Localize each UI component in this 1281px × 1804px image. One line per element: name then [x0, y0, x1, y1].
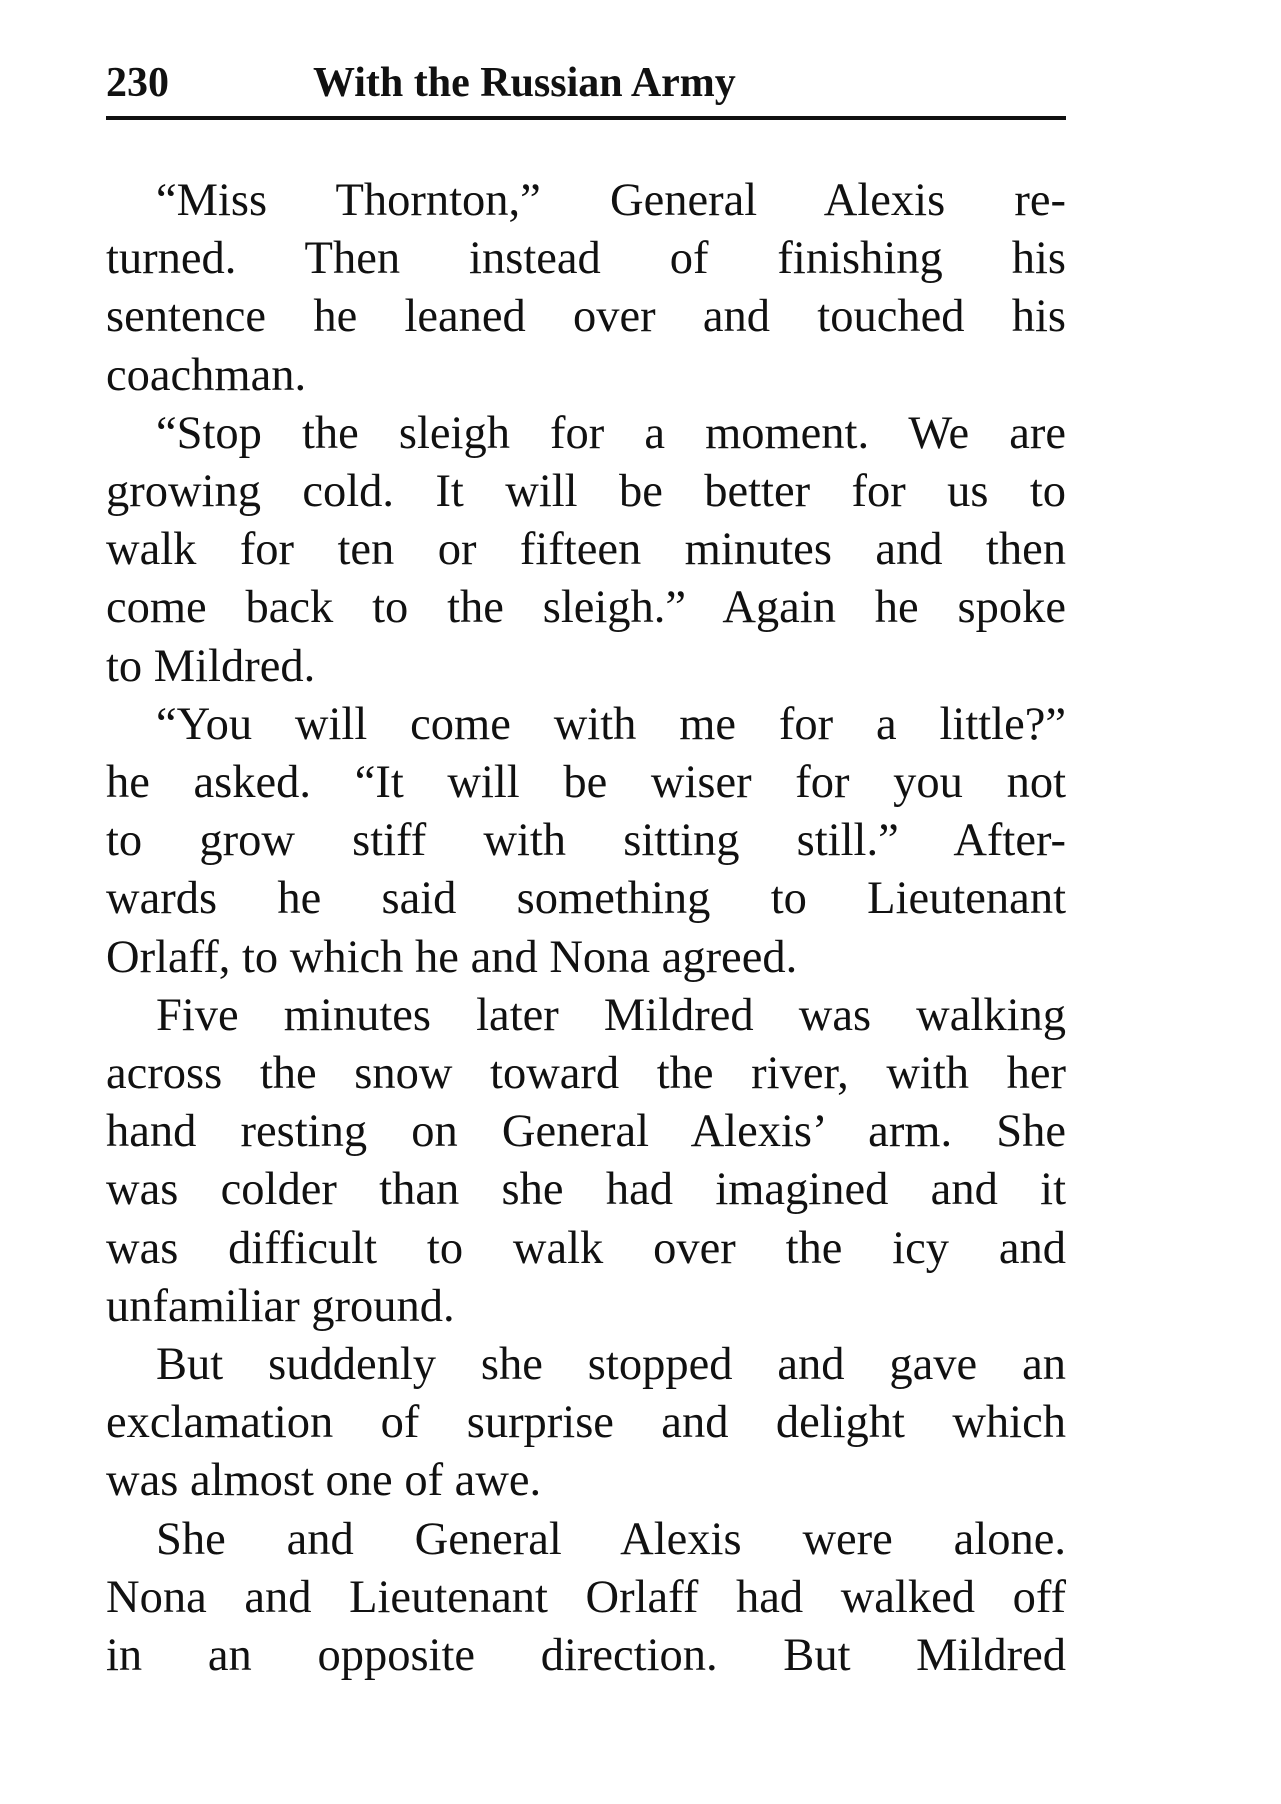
text-line: was almost one of awe.	[106, 1455, 542, 1507]
text-line: he asked. “It will be wiser for you not	[106, 757, 1066, 809]
text-line: was difficult to walk over the icy and	[106, 1222, 1066, 1274]
text-line: unfamiliar ground.	[106, 1280, 455, 1332]
paragraph	[106, 987, 1066, 1336]
text-line: Orlaff, to which he and Nona agreed.	[106, 931, 798, 983]
text-line: in an opposite direction. But Mildred	[106, 1630, 1066, 1682]
text-line: “You will come with me for a little?”	[156, 698, 1066, 750]
paragraph	[106, 405, 1066, 696]
text-line: wards he said something to Lieutenant	[106, 873, 1066, 925]
text-line: sentence he leaned over and touched his	[106, 291, 1066, 343]
text-line: across the snow toward the river, with her	[106, 1048, 1066, 1100]
text-line: coachman.	[106, 349, 307, 401]
body-text	[106, 172, 1066, 1685]
page-header	[106, 52, 1066, 114]
text-line: to Mildred.	[106, 640, 316, 692]
text-line: “Stop the sleigh for a moment. We are	[156, 407, 1066, 459]
text-line: growing cold. It will be better for us to	[106, 466, 1066, 518]
paragraph	[106, 172, 1066, 405]
running-title: With the Russian Army	[313, 60, 736, 106]
text-line: turned. Then instead of finishing his	[106, 233, 1066, 285]
text-line: Nona and Lieutenant Orlaff had walked off	[106, 1571, 1066, 1623]
text-line: She and General Alexis were alone.	[156, 1513, 1066, 1565]
text-line: walk for ten or fifteen minutes and then	[106, 524, 1066, 576]
text-line: come back to the sleigh.” Again he spoke	[106, 582, 1066, 634]
paragraph	[106, 1511, 1066, 1686]
header-rule	[106, 116, 1066, 120]
text-line: exclamation of surprise and delight which	[106, 1397, 1066, 1449]
text-line: Five minutes later Mildred was walking	[156, 989, 1066, 1041]
page-number: 230	[106, 60, 169, 106]
text-line: hand resting on General Alexis’ arm. She	[106, 1106, 1066, 1158]
paragraph	[106, 1336, 1066, 1511]
text-line: to grow stiff with sitting still.” After-	[106, 815, 1066, 867]
text-line: “Miss Thornton,” General Alexis re-	[156, 175, 1066, 226]
text-line: was colder than she had imagined and it	[106, 1164, 1066, 1216]
text-line: But suddenly she stopped and gave an	[156, 1339, 1066, 1391]
paragraph	[106, 696, 1066, 987]
